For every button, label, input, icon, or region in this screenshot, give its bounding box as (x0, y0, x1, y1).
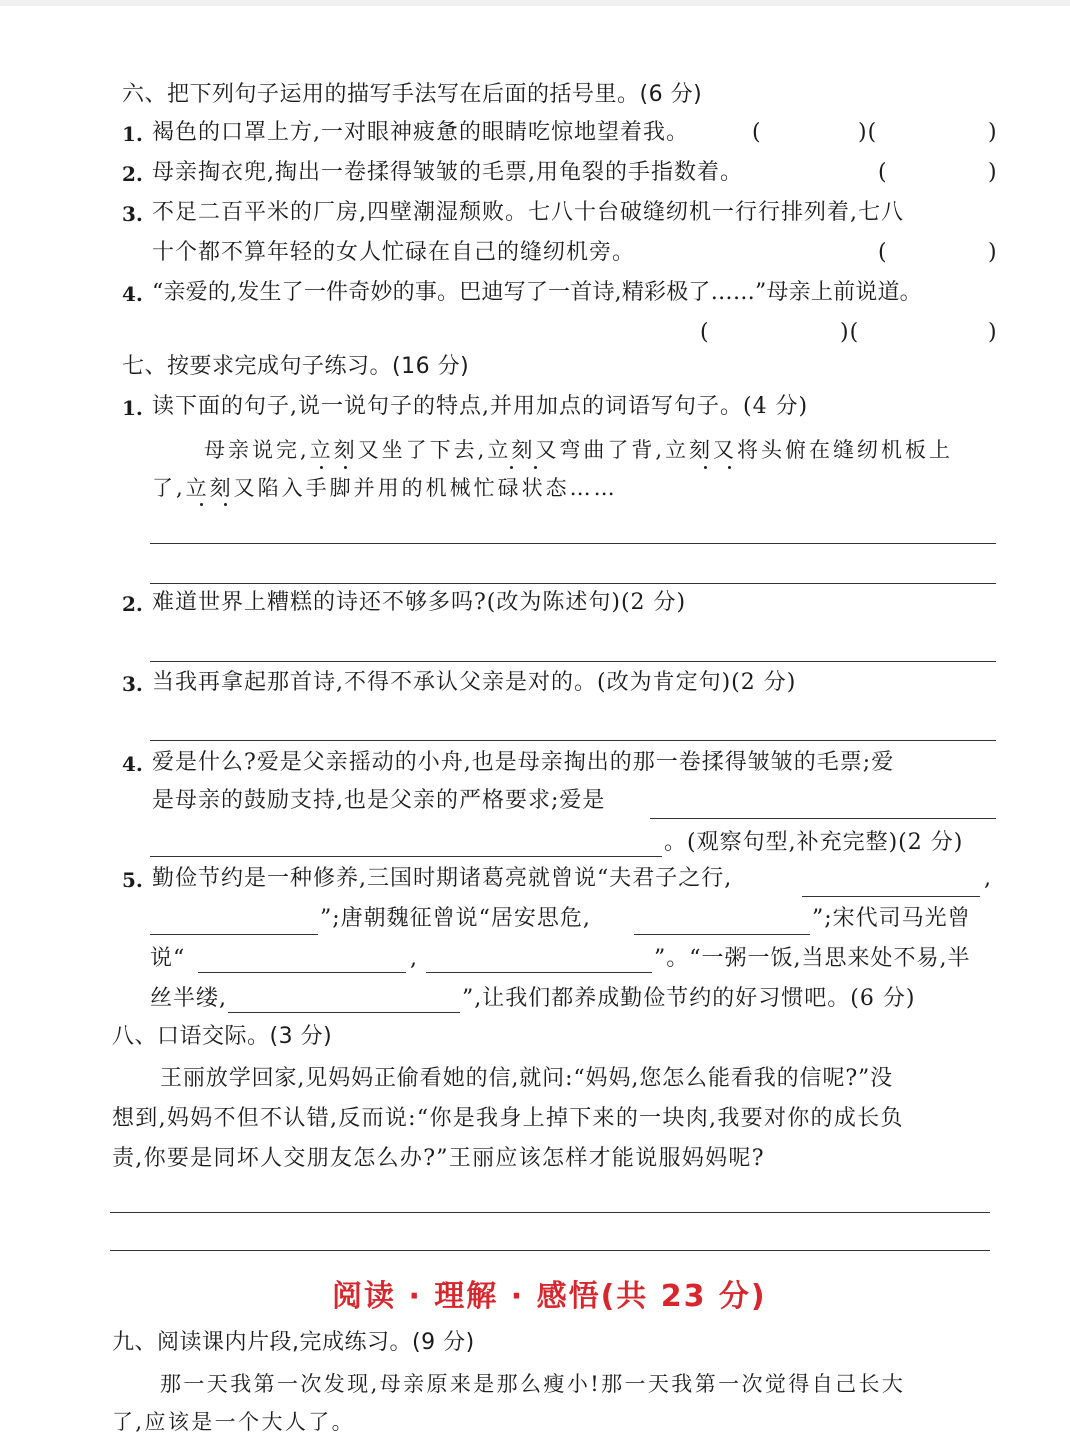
s7-q4-number: 4. (122, 752, 143, 776)
s7-q1-quote-line2: 了,立刻又陷入手脚并用的机械忙碌状态…… (152, 476, 618, 500)
answer-line[interactable] (650, 818, 996, 819)
emphasis-dot (728, 466, 731, 469)
answer-line[interactable] (150, 583, 996, 584)
s6-item-4-paren-open: ( (700, 320, 710, 345)
s6-item-4-text: “亲爱的,发生了一件奇妙的事。巴迪写了一首诗,精彩极了……”母亲上前说道。 (152, 280, 922, 305)
s6-item-2-number: 2. (122, 162, 143, 186)
answer-blank[interactable] (634, 934, 810, 935)
s6-item-4-paren-close: ) (988, 320, 998, 345)
answer-line[interactable] (150, 856, 662, 857)
s8-paragraph-line2: 想到,妈妈不但不认错,反而说:“你是我身上掉下来的一块肉,我要对你的成长负 (112, 1106, 904, 1131)
s9-passage-line1: 那一天我第一次发现,母亲原来是那么瘦小!那一天我第一次觉得自己长大 (160, 1372, 906, 1396)
s7-q3-number: 3. (122, 672, 143, 696)
section-9-title: 九、阅读课内片段,完成练习。(9 分) (112, 1330, 475, 1355)
answer-blank[interactable] (150, 934, 318, 935)
s6-item-3-paren-close: ) (988, 240, 998, 265)
s7-q1-number: 1. (122, 396, 143, 420)
emphasis-dot (510, 466, 513, 469)
s7-q5-text-line2a: ”;唐朝魏征曾说“居安思危, (320, 906, 591, 931)
emphasis-dot (320, 466, 323, 469)
s6-item-3-paren-open: ( (878, 240, 888, 265)
s8-paragraph-line3: 责,你要是同坏人交朋友怎么办?”王丽应该怎样才能说服妈妈呢? (112, 1146, 765, 1171)
s7-q5-text-line4a: 丝半缕, (150, 986, 227, 1011)
s6-item-1-text: 褐色的口罩上方,一对眼神疲惫的眼睛吃惊地望着我。 (152, 120, 689, 145)
answer-line[interactable] (150, 740, 996, 741)
reading-section-banner: 阅读 · 理解 · 感悟(共 23 分) (332, 1279, 767, 1314)
s6-item-3-text-line2: 十个都不算年轻的女人忙碌在自己的缝纫机旁。 (152, 240, 636, 265)
section-6-title: 六、把下列句子运用的描写手法写在后面的括号里。(6 分) (122, 82, 703, 107)
scan-edge (0, 0, 1070, 6)
emphasis-dot (344, 466, 347, 469)
answer-line[interactable] (150, 661, 996, 662)
s7-q5-text-line4b: ”,让我们都养成勤俭节约的好习惯吧。(6 分) (462, 986, 916, 1011)
s6-item-2-paren-close: ) (988, 160, 998, 185)
s6-item-2-text: 母亲掏衣兜,掏出一卷揉得皱皱的毛票,用龟裂的手指数着。 (152, 160, 743, 185)
s7-q2-text: 难道世界上糟糕的诗还不够多吗?(改为陈述句)(2 分) (152, 590, 687, 615)
s6-item-2-paren-open: ( (878, 160, 888, 185)
s6-item-1-number: 1. (122, 122, 143, 146)
s7-q4-text-line2: 是母亲的鼓励支持,也是父亲的严格要求;爱是 (152, 788, 606, 813)
answer-line[interactable] (110, 1250, 990, 1251)
s7-q5-text-line2b: ”;宋代司马光曾 (812, 906, 971, 931)
section-8-title: 八、口语交际。(3 分) (112, 1024, 333, 1049)
s8-paragraph-line1: 王丽放学回家,见妈妈正偷看她的信,就问:“妈妈,您怎么能看我的信呢?”没 (160, 1066, 894, 1091)
s6-item-1-paren-open: ( (752, 120, 762, 145)
s6-item-3-text: 不足二百平米的厂房,四壁潮湿颓败。七八十台破缝纫机一行行排列着,七八 (152, 200, 904, 225)
emphasis-dot (704, 466, 707, 469)
s7-q4-text-line3: 。(观察句型,补充完整)(2 分) (664, 830, 964, 855)
answer-blank[interactable] (228, 1012, 460, 1013)
s7-q1-text: 读下面的句子,说一说句子的特点,并用加点的词语写句子。(4 分) (152, 394, 809, 419)
s6-item-1-paren-mid: )( (858, 120, 878, 145)
s7-q3-text: 当我再拿起那首诗,不得不承认父亲是对的。(改为肯定句)(2 分) (152, 670, 797, 695)
s7-q5-text-line3c: ”。“一粥一饭,当思来处不易,半 (654, 946, 971, 971)
s7-q4-text-line1: 爱是什么?爱是父亲摇动的小舟,也是母亲掏出的那一卷揉得皱皱的毛票;爱 (152, 750, 895, 775)
s6-item-1-paren-close: ) (988, 120, 998, 145)
s7-q5-number: 5. (122, 868, 143, 892)
answer-blank[interactable] (802, 896, 980, 897)
section-7-title: 七、按要求完成句子练习。(16 分) (122, 354, 470, 379)
emphasis-dot (224, 503, 227, 506)
s6-item-3-number: 3. (122, 202, 143, 226)
emphasis-dot (200, 503, 203, 506)
answer-blank[interactable] (198, 972, 406, 973)
answer-line[interactable] (110, 1212, 990, 1213)
answer-line[interactable] (150, 543, 996, 544)
emphasis-dot (534, 466, 537, 469)
s7-q2-number: 2. (122, 592, 143, 616)
answer-blank[interactable] (426, 972, 652, 973)
s6-item-4-number: 4. (122, 282, 143, 306)
s7-q1-quote-line1: 母亲说完,立刻又坐了下去,立刻又弯曲了背,立刻又将头俯在缝纫机板上 (204, 438, 954, 462)
s7-q5-text-line3a: 说“ (150, 946, 186, 971)
s9-passage-line2: 了,应该是一个大人了。 (112, 1410, 356, 1434)
s6-item-4-paren-mid: )( (840, 320, 860, 345)
s7-q5-text-line3b: , (410, 946, 418, 971)
s7-q5-text-line1: 勤俭节约是一种修养,三国时期诸葛亮就曾说“夫君子之行, (152, 866, 733, 891)
s7-q5-comma: , (984, 866, 992, 891)
